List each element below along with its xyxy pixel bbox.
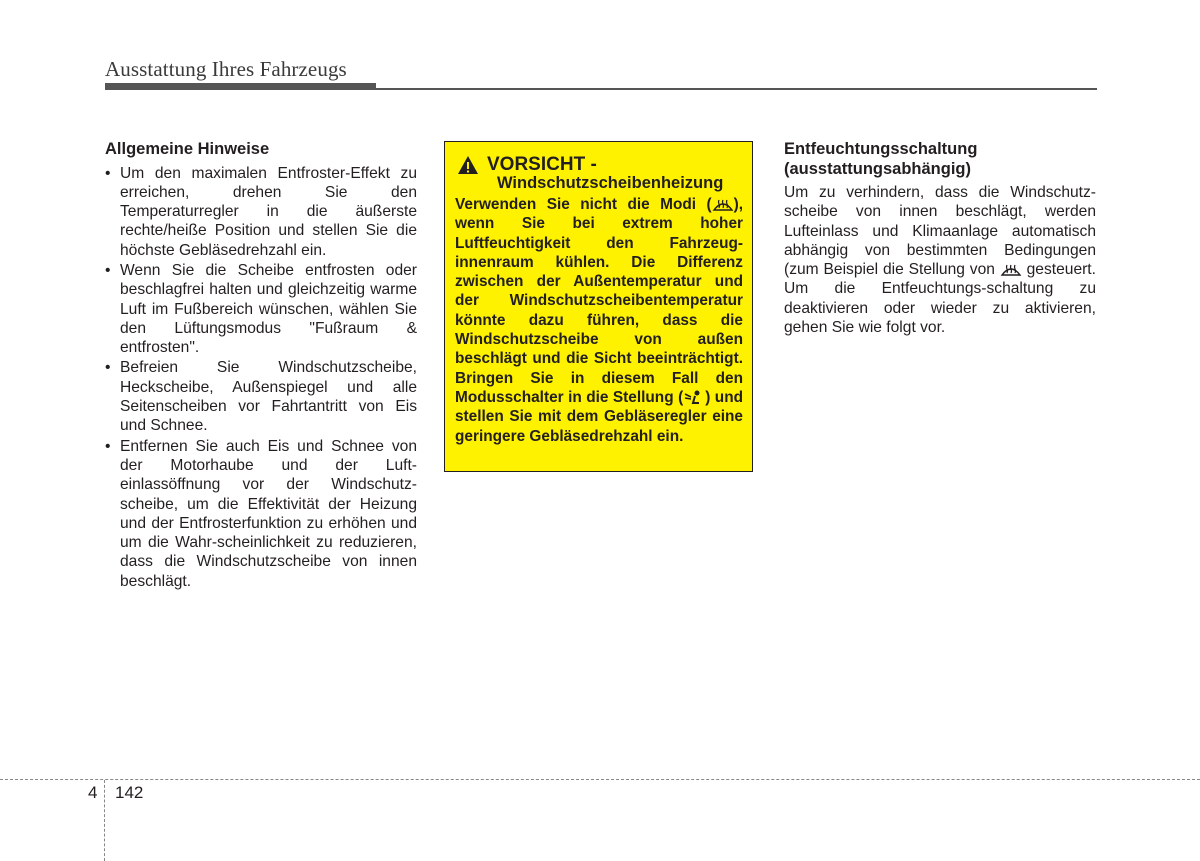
header-title: Ausstattung Ihres Fahrzeugs [105, 57, 347, 81]
paragraph-part: Um zu verhindern, dass die Windschutz-scheibe von innen beschlägt, werden Lufteinlass und Klimaanlage automatisch abhängig von bestimmten Bedingungen (zum Beispiel die Stellung von [784, 184, 1096, 279]
list-item: • Entfernen Sie auch Eis und Schnee von der Motorhaube und der Luft-einlassöffnung vor der Windschutz-scheibe, um die Effektivität der Heizung und der Entfrosterfunktion zu erhöhen und um die Wahr-scheinlichkeit zu reduzieren, dass die Windschutzscheibe von innen beschlägt. [105, 437, 417, 591]
dehumidify-text [784, 183, 1096, 337]
caution-box [444, 141, 753, 472]
warning-triangle-icon [457, 155, 479, 175]
heading-line: Entfeuchtungsschaltung [784, 140, 978, 158]
caution-title: VORSICHT - [487, 154, 597, 175]
caution-text-part: ), wenn Sie bei extrem hoher Luftfeuchtigkeit den Fahrzeug-innenraum kühlen. Die Differenz zwischen der Außentemperatur und der Windschutzscheibentemperatur könnte dazu führen, dass die Windschutzscheibe von außen beschlägt und die Sicht beeinträchtigt. Bringen Sie in diesem Fall den Modusschalter in die Stellung ( [455, 196, 743, 406]
list-item: • Befreien Sie Windschutzscheibe, Heckscheibe, Außenspiegel und alle Seitenscheiben vor Fahrtantritt von Eis und Schnee. [105, 358, 417, 435]
general-notes-list [105, 164, 417, 592]
footer-rule [0, 779, 1200, 780]
header-rule [105, 88, 1097, 90]
right-column [784, 140, 1096, 337]
windshield-defrost-icon [712, 196, 734, 212]
caution-text-part: ) und stellen Sie mit dem Gebläseregler eine geringere Gebläsedrehzahl ein. [455, 388, 743, 445]
caution-text [455, 195, 743, 446]
left-column [105, 140, 417, 592]
list-item: • Wenn Sie die Scheibe entfrosten oder beschlagfrei halten und gleichzeitig warme Luft im Fußbereich wünschen, wählen Sie den Lüftungsmodus "Fußraum & entfrosten". [105, 261, 417, 357]
paragraph-part: gesteuert. Um die Entfeuchtungs-schaltung zu deaktivieren oder wieder zu aktivieren, gehen Sie wie folgt vor. [784, 261, 1096, 337]
section-heading-dehumidify [784, 140, 1096, 179]
windshield-defrost-icon [1000, 261, 1022, 277]
caution-text-part: Verwenden Sie nicht die Modi ( [455, 196, 712, 213]
page-number: 142 [115, 783, 144, 802]
footer-divider [104, 780, 105, 861]
list-item: • Um den maximalen Entfroster-Effekt zu erreichen, drehen Sie den Temperaturregler in die äußerste rechte/heiße Position und stellen Sie die höchste Gebläsedrehzahl ein. [105, 164, 417, 260]
caution-subtitle: Windschutzscheibenheizung [497, 174, 724, 192]
chapter-number: 4 [88, 783, 98, 802]
section-heading-general: Allgemeine Hinweise [105, 140, 270, 158]
caution-header [455, 154, 743, 176]
heading-line: (ausstattungsabhängig) [784, 159, 972, 178]
face-vent-mode-icon [683, 389, 705, 405]
